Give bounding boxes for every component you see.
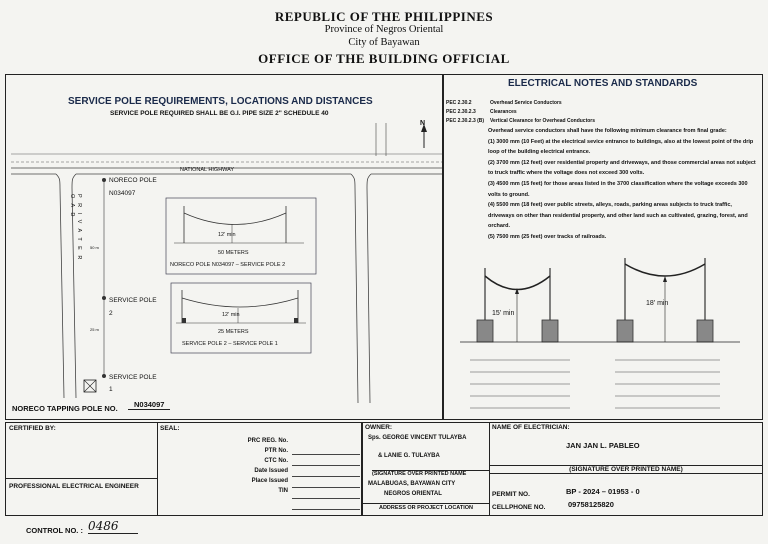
date-issued-field: Date Issued	[254, 468, 288, 474]
note-item: (2) 3700 mm (12 feet) over residential property and driveways, and those commercial areas not subject to truck traffic where the voltage does not exceed 300 volts.	[488, 159, 756, 177]
permit-value: BP - 2024 – 01953 - 0	[566, 487, 640, 496]
certified-box	[5, 422, 158, 516]
clearance-18-label: 18' min	[646, 300, 669, 307]
control-no-label: CONTROL NO. :	[26, 526, 83, 535]
address-label: ADDRESS OR PROJECT LOCATION	[362, 503, 490, 511]
owner-signature-label: (SIGNATURE OVER PRINTED NAME	[372, 470, 490, 477]
note-item: (1) 3000 mm (10 Feet) at the electrical sevice entrance to buildings, also at the lowest point of the drip loop of the building electrical entrance.	[488, 138, 754, 156]
electrician-name: JAN JAN L. PABLEO	[566, 441, 640, 450]
header-province: Province of Negros Oriental	[324, 24, 444, 35]
header-office: OFFICE OF THE BUILDING OFFICIAL	[258, 51, 510, 66]
clearance-diagram	[450, 248, 750, 416]
code-row	[446, 99, 595, 126]
service-pole-2-num: 2	[109, 310, 113, 317]
permit-label: PERMIT NO.	[492, 491, 530, 498]
header-city: City of Bayawan	[348, 37, 420, 48]
service-pole-2-label: SERVICE POLE	[109, 297, 157, 304]
right-panel-title: ELECTRICAL NOTES AND STANDARDS	[508, 78, 698, 89]
code-text: Vertical Clearance for Overhead Conductors	[490, 118, 596, 124]
note-item: (5) 7500 mm (25 feet) over tracks of railroads.	[488, 233, 607, 240]
address-line-2: NEGROS ORIENTAL	[384, 491, 442, 497]
noreco-pole-label: NORECO POLE	[109, 177, 157, 184]
owner-label: OWNER:	[365, 424, 393, 431]
professional-label: PROFESSIONAL ELECTRICAL ENGINEER	[9, 483, 139, 490]
code-text: Clearances	[490, 109, 517, 115]
cellphone-value: 09758125820	[568, 500, 614, 509]
inset-1-meters: 50 METERS	[218, 250, 249, 256]
address-line-1: MALABUGAS, BAYAWAN CITY	[368, 481, 456, 487]
seal-label: SEAL:	[160, 425, 180, 432]
code-number: PEC 2.30.2.3	[446, 109, 476, 115]
left-panel-title: SERVICE POLE REQUIREMENTS, LOCATIONS AND DISTANCES	[68, 96, 373, 107]
north-label: N	[420, 120, 426, 127]
professional-divider	[5, 478, 158, 479]
note-item: Overhead service conductors shall have the following minimum clearance from final grade:	[488, 128, 727, 134]
inset-2-clearance: 12' min	[222, 312, 240, 318]
tapping-pole-label: NORECO TAPPING POLE NO.	[12, 404, 118, 413]
owner-name-2: & LANIE G. TULAYBA	[378, 453, 440, 459]
clearance-notes	[488, 126, 758, 243]
private-road-label: P R I V A T E R O A D	[69, 194, 82, 262]
distance-25-label: 25 m	[90, 327, 99, 332]
note-item: (3) 4500 mm (15 feet) for those areas listed in the 3700 classification where the voltage exceeds 300 volts to ground.	[488, 180, 748, 198]
tapping-pole-value: N034097	[128, 400, 170, 410]
clearance-15-label: 15' min	[492, 310, 515, 317]
service-pole-1-label: SERVICE POLE	[109, 374, 157, 381]
credential-fields	[232, 436, 288, 496]
electrician-label: NAME OF ELECTRICIAN:	[492, 424, 570, 431]
prc-reg-field: PRC REG. No.	[247, 438, 288, 444]
control-no-value: 0486	[88, 519, 138, 534]
cellphone-label: CELLPHONE NO.	[492, 504, 546, 511]
code-number: PEC 2.30.2.3 (B)	[446, 118, 485, 124]
header-republic: REPUBLIC OF THE PHILIPPINES	[274, 9, 494, 24]
panel-divider	[442, 74, 444, 420]
inset-2-meters: 25 METERS	[218, 329, 249, 335]
place-issued-field: Place Issued	[251, 478, 288, 484]
inset-1-clearance: 12' min	[218, 232, 236, 238]
left-panel-subtitle: SERVICE POLE REQUIRED SHALL BE G.I. PIPE SIZE 2" SCHEDULE 40	[110, 110, 329, 117]
ctc-field: CTC No.	[264, 458, 288, 464]
credential-lines	[292, 444, 360, 510]
tin-field: TIN	[278, 488, 288, 494]
inset-1-caption: NORECO POLE N034097 – SERVICE POLE 2	[170, 262, 286, 268]
highway-label: NATIONAL HIGHWAY	[180, 167, 235, 173]
distance-50-label: 50 m	[90, 245, 99, 250]
note-item: (4) 5500 mm (18 feet) over public streets, alleys, roads, parking areas subjects to truck traffic, driveways on other than residential property, and other land such as cultivated, grazing, forest, and orchard.	[488, 202, 748, 230]
code-number: PEC 2.30.2	[446, 100, 472, 106]
owner-name-1: Sps. GEORGE VINCENT TULAYBA	[368, 435, 467, 441]
inset-2-caption: SERVICE POLE 2 – SERVICE POLE 1	[182, 341, 278, 347]
code-text: Overhead Service Conductors	[490, 100, 562, 106]
ptr-field: PTR No.	[264, 448, 288, 454]
service-pole-1-num: 1	[109, 386, 113, 393]
noreco-pole-id: N034097	[109, 190, 136, 197]
electrician-signature-label: (SIGNATURE OVER PRINTED NAME)	[489, 465, 763, 474]
certified-by-label: CERTIFIED BY:	[9, 425, 56, 432]
